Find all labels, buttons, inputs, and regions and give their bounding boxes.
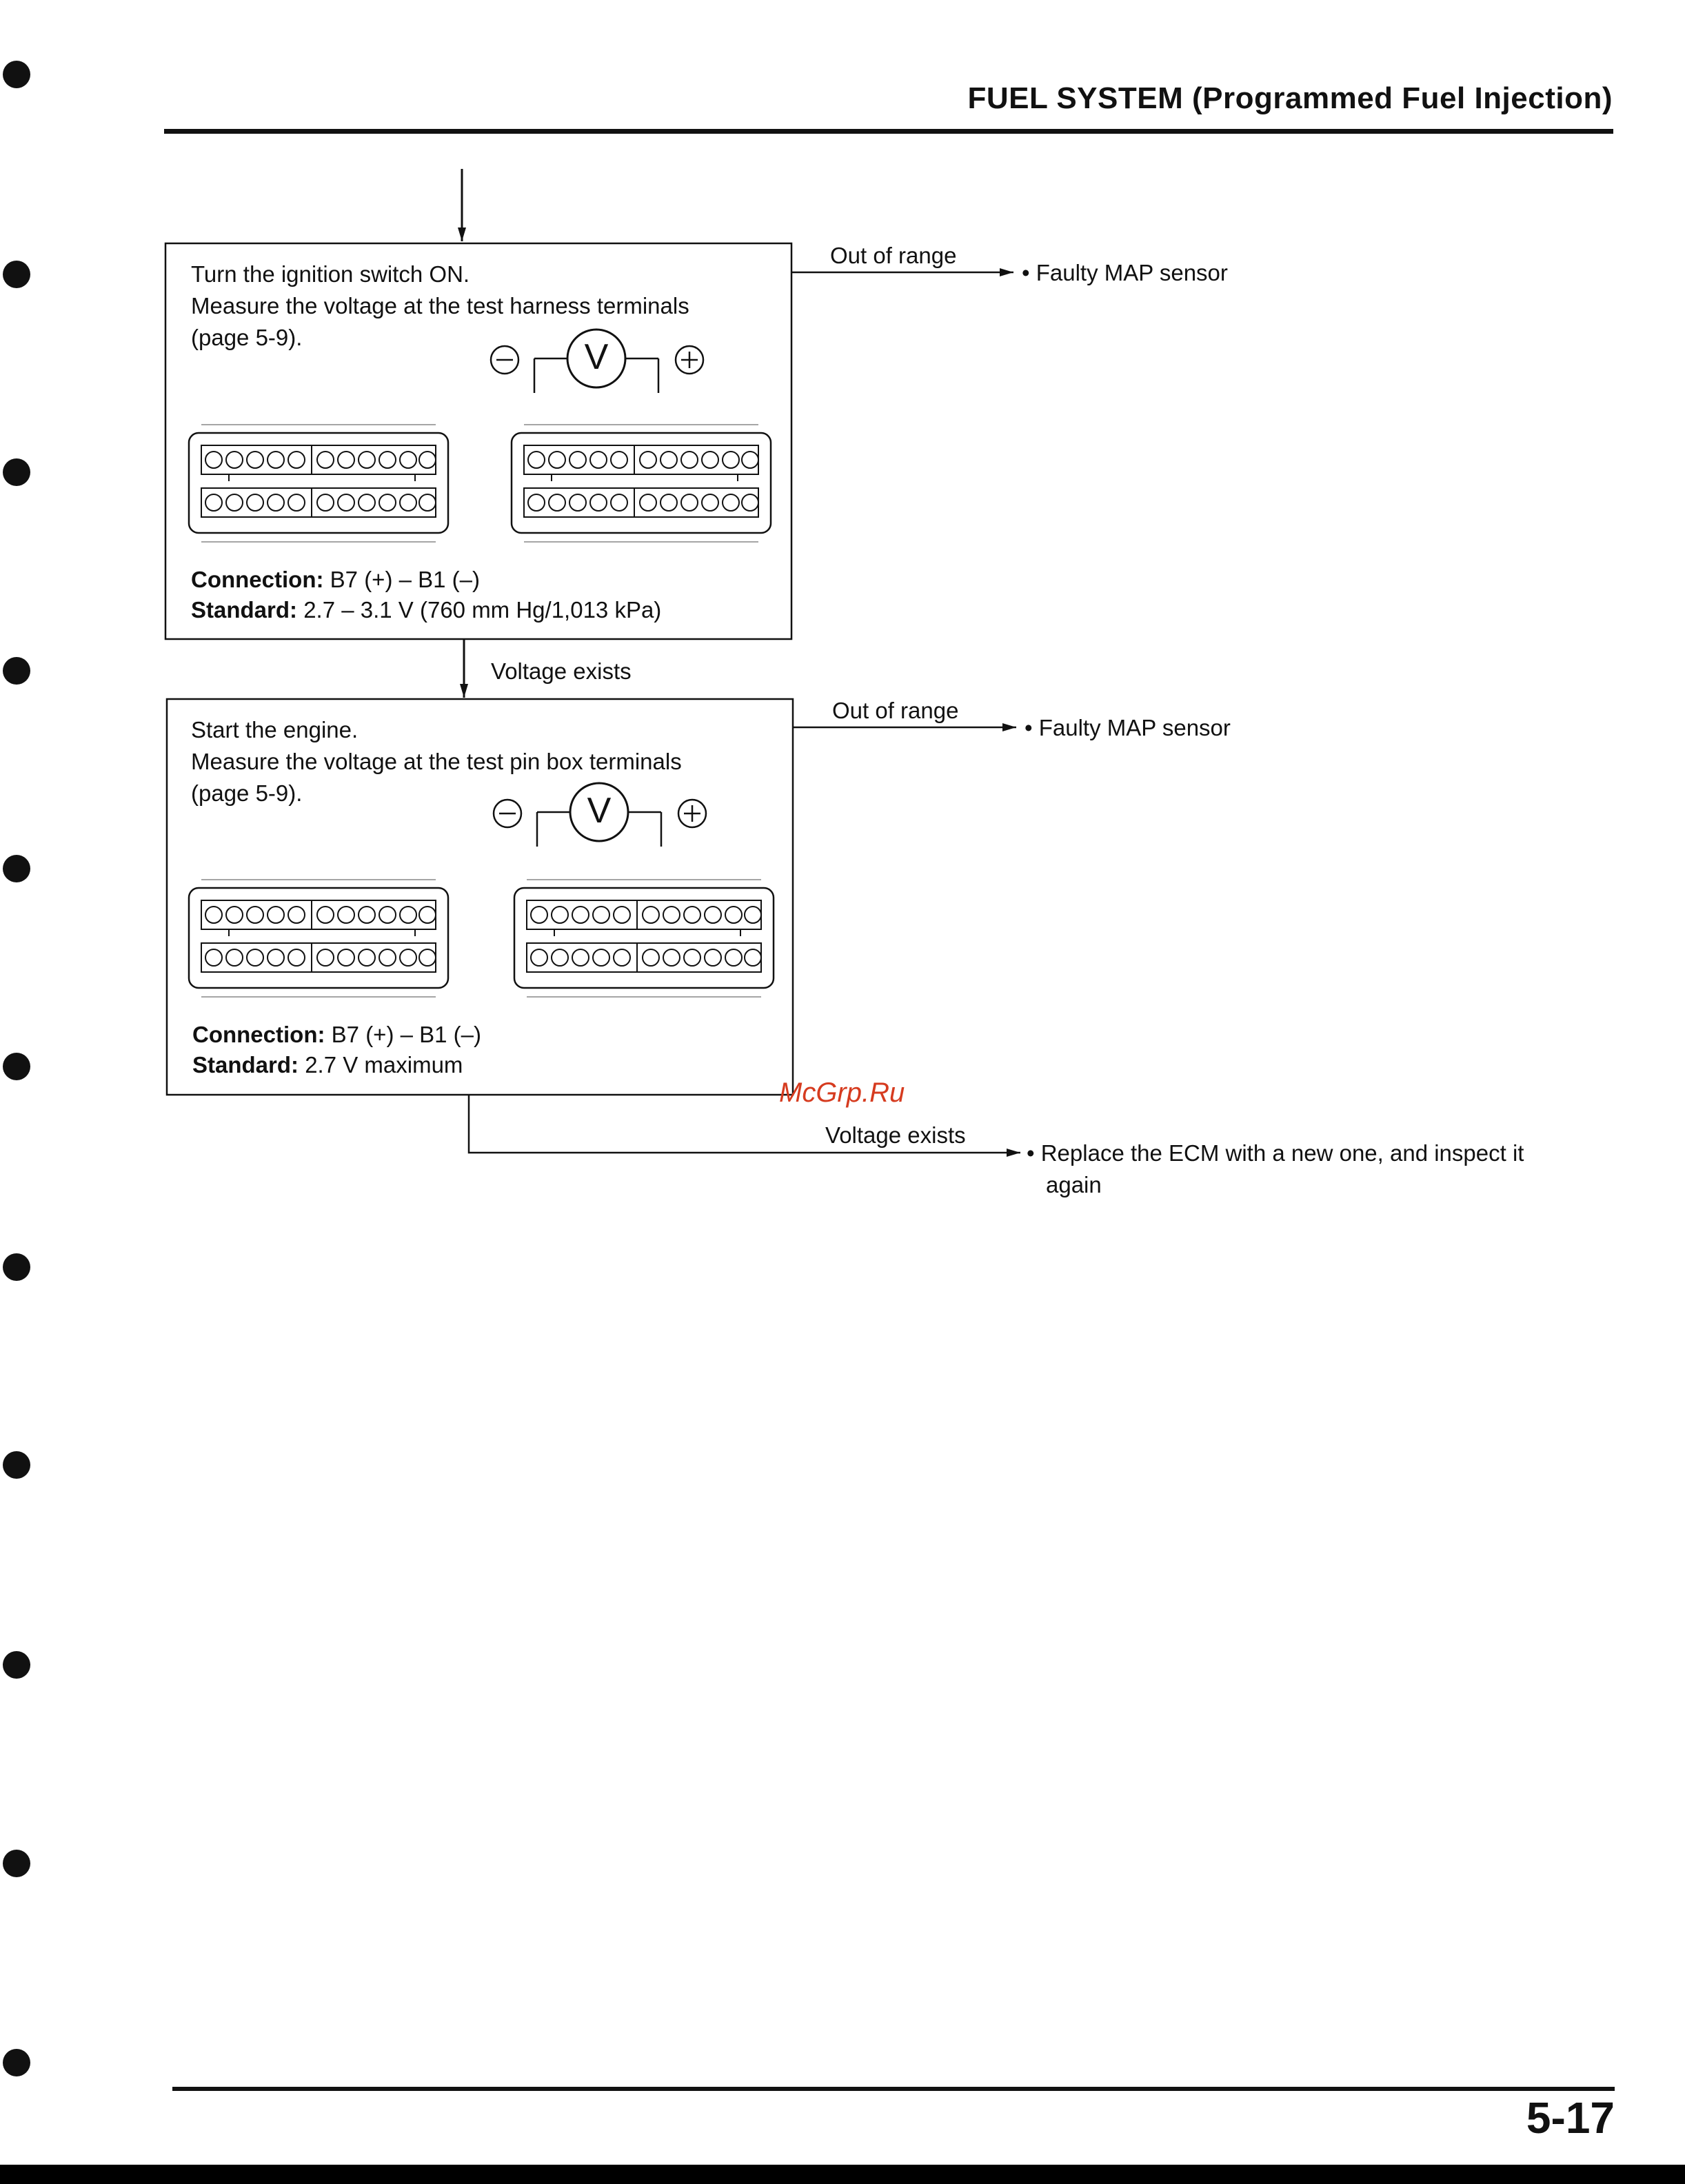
step2-standard bbox=[192, 1052, 463, 1078]
section-title: FUEL SYSTEM (Programmed Fuel Injection) bbox=[967, 81, 1613, 115]
footer-rule bbox=[172, 2087, 1615, 2091]
voltmeter-diagram bbox=[483, 324, 717, 393]
connector-right bbox=[510, 412, 772, 554]
connection-value: B7 (+) – B1 (–) bbox=[330, 567, 480, 592]
connection-label: Connection: bbox=[191, 567, 324, 592]
step2-out-of-range-result: • Faulty MAP sensor bbox=[1025, 715, 1231, 740]
connector-right bbox=[513, 867, 775, 1009]
step1-out-of-range-label: Out of range bbox=[830, 243, 957, 268]
result-line: again bbox=[1046, 1172, 1102, 1197]
connection-label: Connection: bbox=[192, 1022, 325, 1047]
step2-out-of-range-label: Out of range bbox=[832, 698, 959, 723]
standard-value: 2.7 V maximum bbox=[305, 1052, 463, 1078]
result-line: • Replace the ECM with a new one, and inspect it bbox=[1027, 1140, 1524, 1166]
standard-label: Standard: bbox=[192, 1052, 299, 1078]
step1-line: Measure the voltage at the test harness terminals bbox=[191, 293, 689, 318]
voltmeter-symbol: V bbox=[584, 337, 609, 377]
step1-line: Turn the ignition switch ON. bbox=[191, 261, 470, 287]
step1-voltage-exists-label: Voltage exists bbox=[491, 658, 632, 684]
step1-standard bbox=[191, 597, 661, 623]
connection-value: B7 (+) – B1 (–) bbox=[331, 1022, 481, 1047]
scan-edge bbox=[0, 2165, 1685, 2184]
step2-line: Measure the voltage at the test pin box terminals bbox=[191, 749, 682, 774]
step1-line: (page 5-9). bbox=[191, 325, 303, 350]
step2-connection bbox=[192, 1022, 481, 1048]
standard-value: 2.7 – 3.1 V (760 mm Hg/1,013 kPa) bbox=[303, 597, 662, 623]
standard-label: Standard: bbox=[191, 597, 298, 623]
step2-voltage-exists-label: Voltage exists bbox=[825, 1122, 966, 1148]
step2-voltage-exists-result bbox=[1027, 1138, 1524, 1201]
watermark: McGrp.Ru bbox=[779, 1078, 905, 1108]
step2-line: (page 5-9). bbox=[191, 780, 303, 806]
voltmeter-diagram bbox=[485, 778, 720, 847]
voltmeter-symbol: V bbox=[587, 791, 612, 831]
page-number: 5-17 bbox=[1526, 2093, 1615, 2143]
step1-out-of-range-result: • Faulty MAP sensor bbox=[1022, 260, 1228, 285]
step2-line: Start the engine. bbox=[191, 717, 359, 742]
connector-left bbox=[188, 867, 450, 1009]
connector-left bbox=[188, 412, 450, 554]
step1-connection bbox=[191, 567, 480, 593]
